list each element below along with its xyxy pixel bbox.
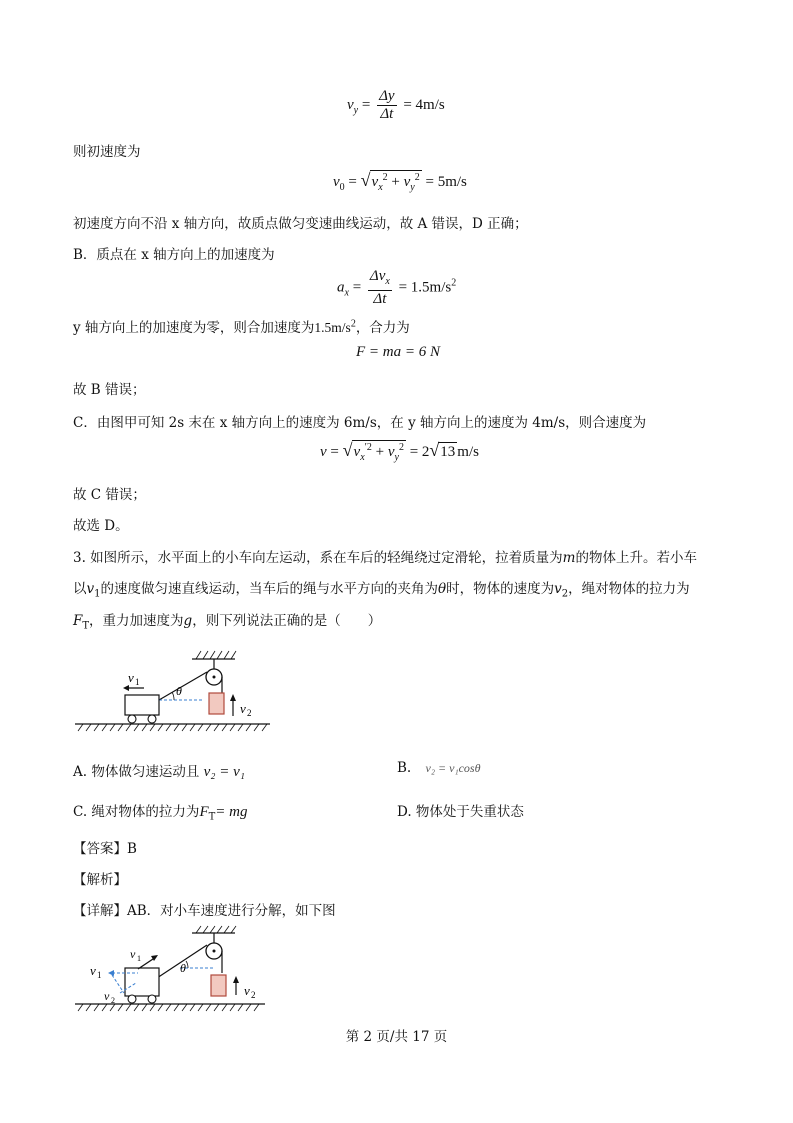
svg-text:2: 2: [111, 996, 115, 1005]
equation-force: F = ma = 6 N: [356, 344, 440, 360]
answer-label: 【答案】B: [73, 841, 137, 857]
detail-line: 【详解】AB．对小车速度进行分解，如下图: [73, 903, 336, 919]
theta-label: θ: [176, 684, 182, 698]
svg-text:2: 2: [251, 990, 256, 1000]
svg-text:2: 2: [247, 708, 252, 718]
text-line: y 轴方向上的加速度为零，则合加速度为$1.5m/s^2$，合力为: [73, 318, 410, 336]
svg-text:1: 1: [97, 970, 102, 980]
text-line: 则初速度为: [73, 144, 141, 160]
text-line: C．由图甲可知 2s 末在 x 轴方向上的速度为 6m/s，在 y 轴方向上的速度为 4m/s，则合速度为: [73, 415, 647, 431]
equation-v: $v = √v_x^{'2} + v_y^2 = 2√13$ m/s: [320, 440, 479, 463]
svg-text:1: 1: [135, 677, 140, 687]
question-3-line-2: 以$v_1$的速度做匀速直线运动，当车后的绳与水平方向的夹角为θ时，物体的速度为$v_2$，绳对物体的拉力为: [73, 581, 690, 600]
question-3-line-3: $F_T$，重力加速度为g，则下列说法正确的是（ ）: [73, 613, 382, 632]
page-footer: 第 2 页/共 17 页: [345, 1029, 448, 1045]
svg-text:v: v: [240, 701, 246, 716]
analysis-label: 【解析】: [73, 872, 127, 888]
text-line: 初速度方向不沿 x 轴方向，故质点做匀变速曲线运动，故 A 错误，D 正确；: [73, 216, 528, 232]
equation-ax: $a_x$ = $\frac{\Delta v_x}{\Delta t}$ = $1.5m/s^2$: [337, 268, 457, 307]
svg-text:v: v: [130, 947, 136, 961]
svg-text:1: 1: [137, 954, 141, 963]
text-line: 故 B 错误；: [73, 382, 146, 398]
equation-v0: $v_0 = √v_x^2 + v_y^2 = 5m/s$: [333, 170, 467, 193]
option-a: A. 物体做匀速运动且 v₂ = v₁: [73, 764, 246, 780]
text-line: 故选 D。: [73, 518, 129, 534]
svg-text:θ: θ: [180, 961, 186, 975]
equation-vy: $v_y$ = $\frac{\Delta y}{\Delta t}$ = 4m/s: [347, 88, 445, 122]
option-c: C. 绳对物体的拉力为$F_T=$ mg: [73, 804, 248, 823]
question-3-line-1: 3. 如图所示，水平面上的小车向左运动，系在车后的轻绳绕过定滑轮，拉着质量为m的物体上升。若小车: [73, 550, 697, 566]
figure-cart-pulley: [70, 645, 275, 735]
text-line: B．质点在 x 轴方向上的加速度为: [73, 247, 275, 263]
svg-text:v: v: [104, 989, 110, 1003]
option-d: D. 物体处于失重状态: [397, 804, 524, 820]
text-line: 故 C 错误；: [73, 487, 146, 503]
svg-text:v: v: [90, 963, 96, 978]
option-b: B. v₂ = v₁cosθ: [397, 760, 481, 776]
figure-velocity-decomposition: [70, 925, 275, 1020]
svg-text:v: v: [244, 983, 250, 998]
svg-text:v: v: [128, 670, 134, 685]
